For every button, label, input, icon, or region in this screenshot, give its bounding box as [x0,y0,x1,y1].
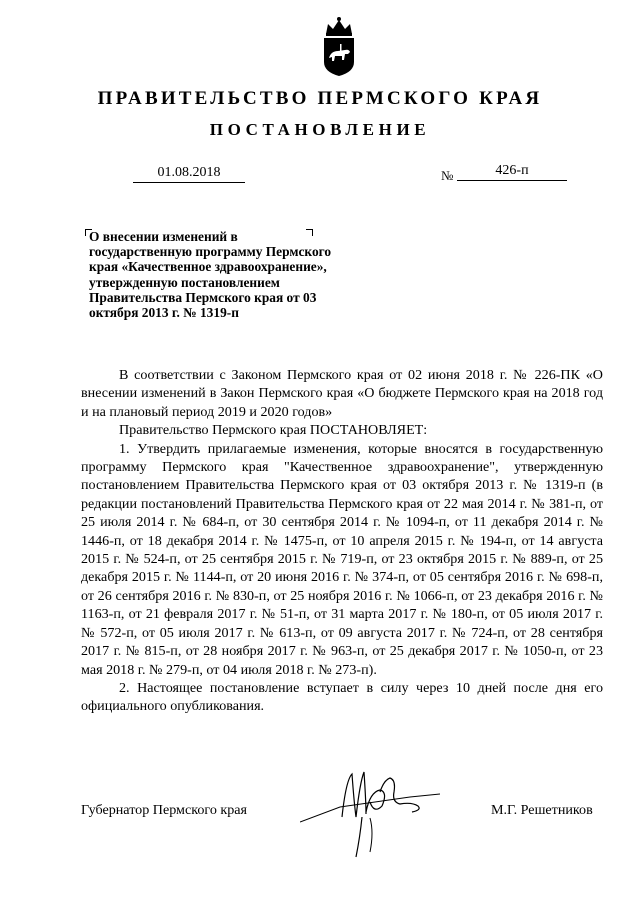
government-title: ПРАВИТЕЛЬСТВО ПЕРМСКОГО КРАЯ [97,88,543,109]
document-number: 426-п [457,163,567,181]
handwritten-signature-icon [300,762,440,862]
document-date: 01.08.2018 [133,165,245,183]
body-paragraph-item-1: 1. Утвердить прилагаемые изменения, которые вносятся в государственную программу Пермского края "Качественное здравоохранение", утвержденную постановлением Правительства Пермского края от 03 октября 2013 г. № 1319-п (в редакции постановлений Правительства Пермского края от 22 мая 2014 г. № 381-п, от 25 июля 2014 г. № 684-п, от 30 сентября 2014 г. № 1094-п, от 11 декабря 2014 г. № 1446-п, от 18 декабря 2014 г. № 1475-п, от 10 апреля 2015 г. № 194-п, от 14 августа 2015 г. № 524-п, от 25 сентября 2015 г. № 719-п, от 23 октября 2015 г. № 889-п, от 25 декабря 2015 г. № 1144-п, от 20 июня 2016 г. № 374-п, от 05 сентября 2016 г. № 698-п, от 26 сентября 2016 г. № 830-п, от 25 ноября 2016 г. № 1066-п, от 23 декабря 2016 г. № 1163-п, от 21 февраля 2017 г. № 51-п, от 31 марта 2017 г. № 180-п, от 05 июля 2017 г. № 572-п, от 05 июля 2017 г. № 613-п, от 09 августа 2017 г. № 724-п, от 28 сентября 2017 г. № 815-п, от 28 ноября 2017 г. № 963-п, от 25 декабря 2017 г. № 1050-п, от 23 мая 2018 г. № 279-п, от 04 июля 2018 г. № 273-п). [81,440,603,678]
number-sign: № [441,168,454,183]
perm-krai-coat-of-arms-icon [318,14,360,78]
document-body [81,366,603,716]
body-paragraph-item-2: 2. Настоящее постановление вступает в силу через 10 дней после дня его официального опубликования. [81,679,603,715]
body-paragraph-resolves: Правительство Пермского края ПОСТАНОВЛЯЕТ: [119,422,428,439]
body-paragraph-preamble: В соответствии с Законом Пермского края от 02 июня 2018 г. № 226-ПК «О внесении изменений в Закон Пермского края «О бюджете Пермского края на 2018 год и на плановый период 2019 и 2020 годов» [81,367,603,420]
signatory-name: М.Г. Решетников [491,802,593,818]
document-type: ПОСТАНОВЛЕНИЕ [209,120,431,139]
document-subject: О внесении изменений в государственную программу Пермского края «Качественное здравоохранение», утвержденную постановлением Правительства Пермского края от 03 октября 2013 г. № 1319-п [89,229,332,321]
signatory-position: Губернатор Пермского края [81,802,248,818]
